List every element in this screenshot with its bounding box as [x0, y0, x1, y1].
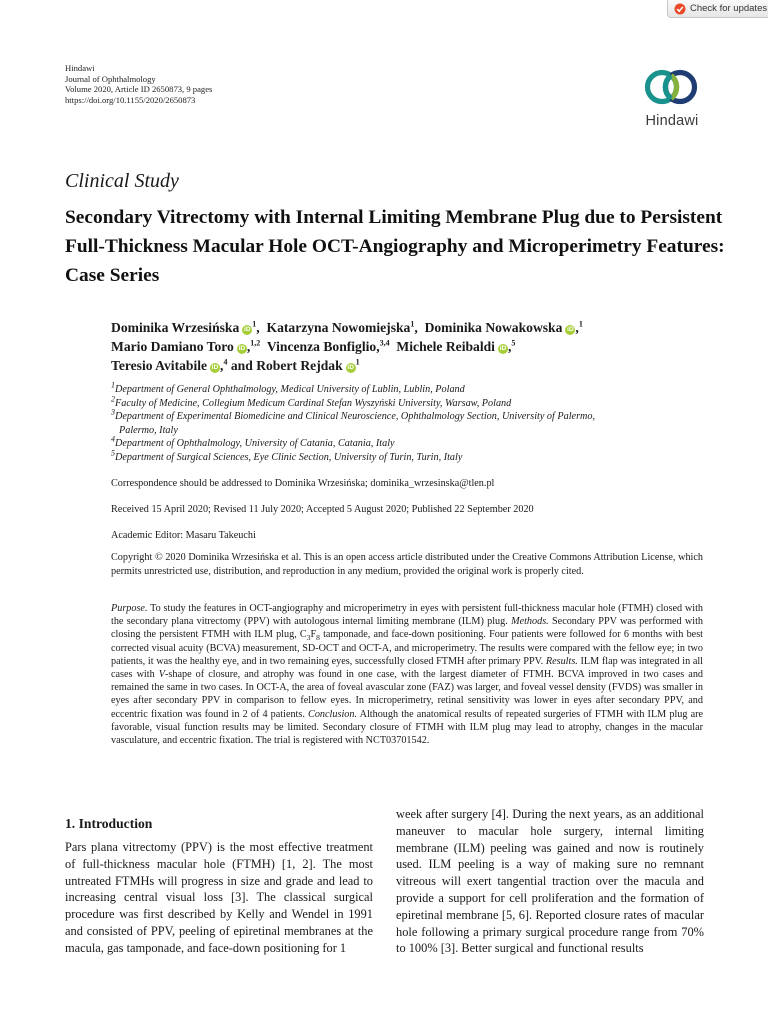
copyright-notice: Copyright © 2020 Dominika Wrzesińska et al. This is an open access article distributed under the Creative Commons Attribution License, which permits unrestricted use, distribution, and reproduction in any medium, provided the original work is properly cited.: [111, 552, 703, 577]
orcid-icon[interactable]: iD: [347, 364, 354, 371]
affiliation-number: 2: [111, 394, 115, 404]
introduction-right-column: week after surgery [4]. During the next years, as an additional maneuver to macular hole surgery, internal limiting membrane (ILM) peeling was gained and now is routinely used. ILM peeling is a way of making sure no remnant vitreous will exert tangential traction over the macula and provide a support for cell proliferation and the formation of epiretinal membrane [5, 6]. Reported closure rates of macular hole following a primary surgical procedure range from 70% to 100% [3]. Better surgical and functional results: [396, 807, 704, 956]
affiliation-list: [111, 380, 711, 465]
author-name: Dominika Nowakowska: [424, 320, 563, 335]
author-affiliation-mark: 5: [511, 338, 516, 348]
check-updates-icon: [674, 3, 686, 15]
author-name: Katarzyna Nowomiejska: [266, 320, 411, 335]
affiliation-item: [111, 380, 711, 397]
author-affiliation-mark: 1: [410, 319, 415, 329]
author-affiliation-mark: 4: [223, 357, 228, 367]
affiliation-text: Department of Experimental Biomedicine and Clinical Neuroscience, Ophthalmology Section, University of Palermo,: [115, 411, 596, 423]
affiliation-item: [111, 394, 711, 411]
journal-volume: Volume 2020, Article ID 2650873, 9 pages: [65, 84, 213, 95]
author-affiliation-mark: 1: [578, 319, 583, 329]
author-affiliation-mark: 1: [252, 319, 257, 329]
orcid-icon[interactable]: iD: [238, 345, 246, 352]
orcid-icon[interactable]: iD: [211, 364, 219, 371]
abstract-methods-label: Methods.: [511, 616, 549, 628]
section-heading-introduction: 1. Introduction: [65, 816, 153, 831]
affiliation-number: 4: [111, 434, 115, 444]
abstract-purpose-label: Purpose.: [111, 603, 148, 614]
author-name: Teresio Avitabile: [111, 358, 208, 373]
author-affiliation-mark: 1: [355, 357, 360, 367]
hindawi-wordmark: Hindawi: [645, 113, 699, 129]
authors-conjunction: and: [230, 358, 253, 373]
check-updates-label: Check for updates: [690, 3, 768, 14]
author-name: Michele Reibaldi: [396, 339, 495, 354]
abstract-results-v: V: [158, 669, 165, 681]
journal-meta: [65, 63, 212, 105]
abstract-subscript: 3: [306, 633, 311, 643]
article-dates: Received 15 April 2020; Revised 11 July 2020; Accepted 5 August 2020; Published 22 September 2020: [111, 504, 534, 515]
orcid-icon[interactable]: iD: [567, 326, 574, 333]
abstract-methods-formula: F: [310, 629, 317, 641]
affiliation-number: 1: [111, 380, 115, 390]
affiliation-number: 3: [111, 407, 115, 417]
publisher-name: Hindawi: [65, 63, 95, 73]
article-category: Clinical Study: [65, 170, 179, 192]
abstract-results-label: Results.: [545, 655, 578, 667]
check-for-updates-button[interactable]: [667, 0, 768, 18]
abstract-purpose: To study the features in OCT-angiography and microperimetry in eyes with persistent full-thickness macular hole (FTMH) closed with the secondary plana vitrectomy (PPV) with autologous internal limiting membrane (ILM) plug.: [111, 603, 703, 628]
affiliation-text: Faculty of Medicine, Collegium Medicum Cardinal Stefan Wyszyński University, Warsaw, Poland: [115, 397, 512, 409]
abstract: [111, 602, 703, 747]
affiliation-item: [111, 434, 711, 451]
academic-editor: Academic Editor: Masaru Takeuchi: [111, 530, 256, 541]
doi-link[interactable]: https://doi.org/10.1155/2020/2650873: [65, 94, 196, 105]
correspondence-line: Correspondence should be addressed to Dominika Wrzesińska; dominika_wrzesinska@tlen.pl: [111, 478, 495, 489]
journal-name: Journal of Ophthalmology: [65, 73, 156, 84]
author-name: Vincenza Bonfiglio: [266, 339, 377, 354]
affiliation-continuation: Palermo, Italy: [119, 424, 178, 436]
affiliation-number: 5: [111, 448, 115, 458]
article-title: Secondary Vitrectomy with Internal Limiting Membrane Plug due to Persistent Full-Thickness Macular Hole OCT-Angiography and Microperimetry Features: Case Series: [65, 207, 725, 286]
affiliation-item: [111, 448, 711, 465]
affiliation-item: [111, 407, 711, 424]
author-list: Dominika Wrzesińska $iD^1$, Katarzyna Nowomiejska$^1$, Dominika Nowakowska iD ,$^1$ Mario Damiano Toro iD ,$^{1,2}$ Vincenza Bonfiglio,$^{3,4}$ Michele Reibaldi iD ,$^5$ Teresio Avitabile iD ,$^4$ and Robert Rejdak $iD^1$: [111, 319, 583, 373]
abstract-methods: Secondary PPV was performed with closing the persistent FTMH with ILM plug, C: [111, 616, 703, 641]
author-affiliation-mark: 1,2: [250, 338, 261, 348]
author-name: Dominika Wrzesińska: [111, 320, 240, 335]
abstract-conclusion-label: Conclusion.: [308, 708, 358, 720]
orcid-icon[interactable]: iD: [244, 326, 251, 333]
author-name: Robert Rejdak: [256, 358, 343, 373]
affiliation-text: Department of General Ophthalmology, Medical University of Lublin, Lublin, Poland: [115, 384, 465, 395]
abstract-results: ILM flap was integrated in all cases with: [111, 655, 704, 681]
abstract-methods-cont: tamponade, and face-down positioning. Four patients were followed for 6 months with best corrected visual acuity (BCVA) measurement, SD-OCT and OCT-A, and microperimetry. The results were compared with the fellow eye; in two patients, it was the healthy eye, and in two remaining eyes, successfully closed FTMH after primary PPV.: [111, 629, 703, 667]
orcid-icon[interactable]: iD: [499, 345, 507, 352]
author-name: Mario Damiano Toro: [111, 339, 234, 354]
introduction-left-column: Pars plana vitrectomy (PPV) is the most effective treatment of full-thickness macular hole (FTMH) [1, 2]. The most untreated FTMHs will progress in size and grade and lead to increasing central visual loss [3]. The classical surgical procedure was first described by Kelly and Wendel in 1991 and consisted of PPV, peeling of epiretinal membranes at the macula, gas tamponade, and face-down positioning for 1: [65, 840, 373, 955]
abstract-results-cont: -shape of closure, and atrophy was found in one case, with the largest diameter of FTMH. BCVA improved in two cases and remained the same in two cases. In OCT-A, the area of foveal avascular zone (FAZ) was larger, and foveal vessel density (FVDS) was smaller in eyes after secondary PPV in comparison to fellow eyes. In microperimetry, retinal sensitivity was lower in eyes after secondary PPV, and eccentric fixation was found in 2 of 4 patients.: [111, 669, 704, 720]
abstract-conclusion: Although the anatomical results of repeated surgeries of FTMH with ILM plug are favorable, visual function results may be limited. Secondary closure of FTMH with ILM plug may lead to atrophy, changes in the macular vasculature, and eccentric fixation. The trial is registered with NCT03701542.: [111, 708, 704, 747]
abstract-subscript: 8: [316, 633, 320, 643]
affiliation-text: Department of Ophthalmology, University of Catania, Catania, Italy: [115, 438, 395, 450]
author-affiliation-mark: 3,4: [379, 338, 390, 348]
affiliation-text: Department of Surgical Sciences, Eye Clinic Section, University of Turin, Turin, Italy: [115, 451, 463, 463]
